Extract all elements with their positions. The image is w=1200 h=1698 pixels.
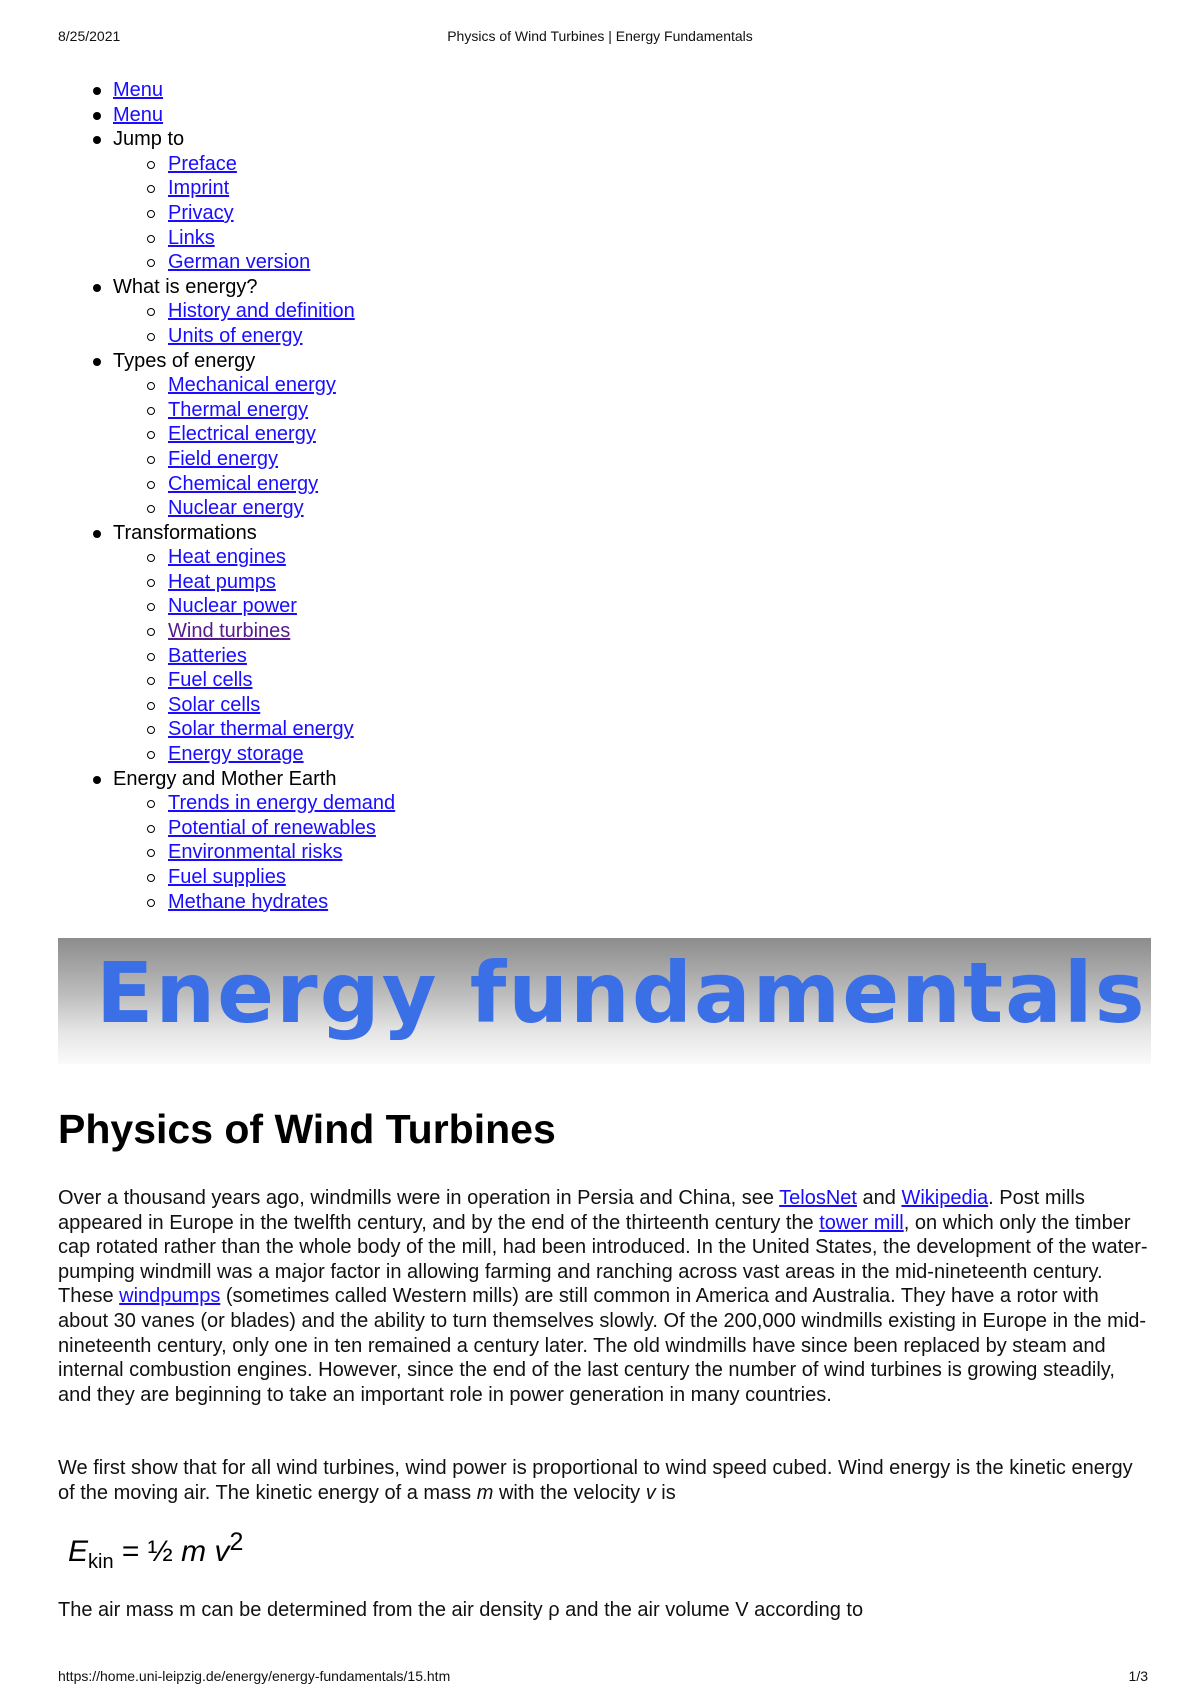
nav-section-mother-earth xyxy=(58,767,758,915)
tower-mill-link[interactable]: tower mill xyxy=(819,1211,904,1234)
nav-link-imprint[interactable]: Imprint xyxy=(168,177,230,200)
nav-item-menu-2 xyxy=(58,103,758,128)
nav-link-batteries[interactable]: Batteries xyxy=(168,644,247,667)
nav-section-label: Energy and Mother Earth xyxy=(113,767,337,790)
page-number: 1/3 xyxy=(1128,1668,1148,1684)
nav-link-methane-hydrates[interactable]: Methane hydrates xyxy=(168,890,329,913)
banner-logo-text: Energy fundamentals xyxy=(96,944,1147,1042)
nav-link-preface[interactable]: Preface xyxy=(168,152,237,175)
nav-link-history[interactable]: History and definition xyxy=(168,300,355,323)
print-header xyxy=(0,28,1200,48)
nav-section-label: Transformations xyxy=(113,521,257,544)
nav-link-german-version[interactable]: German version xyxy=(168,251,311,274)
page-title: Physics of Wind Turbines xyxy=(58,1106,556,1152)
nav-section-jump-to xyxy=(58,127,758,275)
nav-link-thermal[interactable]: Thermal energy xyxy=(168,398,309,421)
nav-link-mechanical[interactable]: Mechanical energy xyxy=(168,374,336,397)
nav-link-fuel-cells[interactable]: Fuel cells xyxy=(168,669,253,692)
print-title: Physics of Wind Turbines | Energy Fundamentals xyxy=(447,28,753,44)
menu-link-2[interactable]: Menu xyxy=(113,103,164,126)
site-navigation xyxy=(58,78,758,914)
nav-link-links[interactable]: Links xyxy=(168,226,215,249)
kinetic-energy-formula: $E_{kin}$ = ½ m $v^2$ xyxy=(68,1528,244,1573)
site-banner[interactable] xyxy=(58,938,1151,1064)
nav-link-heat-pumps[interactable]: Heat pumps xyxy=(168,570,276,593)
print-date: 8/25/2021 xyxy=(58,28,121,44)
print-footer xyxy=(0,1668,1200,1688)
nav-link-trends[interactable]: Trends in energy demand xyxy=(168,792,396,815)
nav-link-potential[interactable]: Potential of renewables xyxy=(168,816,376,839)
nav-link-electrical[interactable]: Electrical energy xyxy=(168,423,316,446)
nav-section-what-is-energy xyxy=(58,275,758,349)
nav-link-solar-cells[interactable]: Solar cells xyxy=(168,693,261,716)
nav-list xyxy=(58,78,758,914)
nav-section-transformations xyxy=(58,521,758,767)
nav-link-energy-storage[interactable]: Energy storage xyxy=(168,743,304,766)
nav-link-fuel-supplies[interactable]: Fuel supplies xyxy=(168,866,286,888)
nav-section-label: Jump to xyxy=(113,128,185,151)
nav-section-types-of-energy xyxy=(58,349,758,521)
nav-link-heat-engines[interactable]: Heat engines xyxy=(168,546,286,569)
telosnet-link[interactable]: TelosNet xyxy=(779,1187,857,1209)
nav-link-environmental-risks[interactable]: Environmental risks xyxy=(168,841,343,864)
nav-link-privacy[interactable]: Privacy xyxy=(168,201,234,224)
wind-power-paragraph: We first show that for all wind turbines, wind power is proportional to wind speed cubed. Wind energy is the kinetic energy of the moving air. The kinetic energy of a mass m with the velocity v is xyxy=(58,1457,1133,1504)
menu-link[interactable]: Menu xyxy=(113,79,164,101)
nav-link-wind-turbines[interactable]: Wind turbines xyxy=(168,620,291,643)
intro-paragraph: Over a thousand years ago, windmills were in operation in Persia and China, see TelosNet and Wikipedia. Post mills appeared in Europe in the twelfth century, and by the end of the thirteenth century the tower mill, on which only the timber cap rotated rather than the whole body of the mill, had been introduced. In the United States, the development of the water-pumping windmill was a major factor in allowing farming and ranching across vast areas in the mid-nineteenth century. These windpumps (sometimes called Western mills) are still common in America and Australia. They have a rotor with about 30 vanes (or blades) and the ability to turn themselves slowly. Of the 200,000 windmills existing in Europe in the mid-nineteenth century, only one in ten remained a century later. The old windmills have since been replaced by steam and internal combustion engines. However, since the end of the last century the number of wind turbines is growing steadily, and they are beginning to take an important role in power generation in many countries. xyxy=(58,1187,1148,1406)
nav-section-label: Types of energy xyxy=(113,349,256,372)
nav-link-units[interactable]: Units of energy xyxy=(168,324,303,347)
windpumps-link[interactable]: windpumps xyxy=(119,1285,221,1308)
print-url: https://home.uni-leipzig.de/energy/energy-fundamentals/15.htm xyxy=(58,1668,451,1684)
nav-link-nuclear-energy[interactable]: Nuclear energy xyxy=(168,497,304,520)
wikipedia-link[interactable]: Wikipedia xyxy=(901,1187,989,1209)
air-mass-paragraph: The air mass m can be determined from the air density ρ and the air volume V according to xyxy=(58,1599,864,1621)
nav-section-label: What is energy? xyxy=(113,275,258,298)
nav-link-nuclear-power[interactable]: Nuclear power xyxy=(168,595,297,618)
nav-link-solar-thermal[interactable]: Solar thermal energy xyxy=(168,718,354,741)
nav-link-field[interactable]: Field energy xyxy=(168,447,279,470)
nav-item-menu xyxy=(58,78,758,103)
nav-link-chemical[interactable]: Chemical energy xyxy=(168,472,319,495)
